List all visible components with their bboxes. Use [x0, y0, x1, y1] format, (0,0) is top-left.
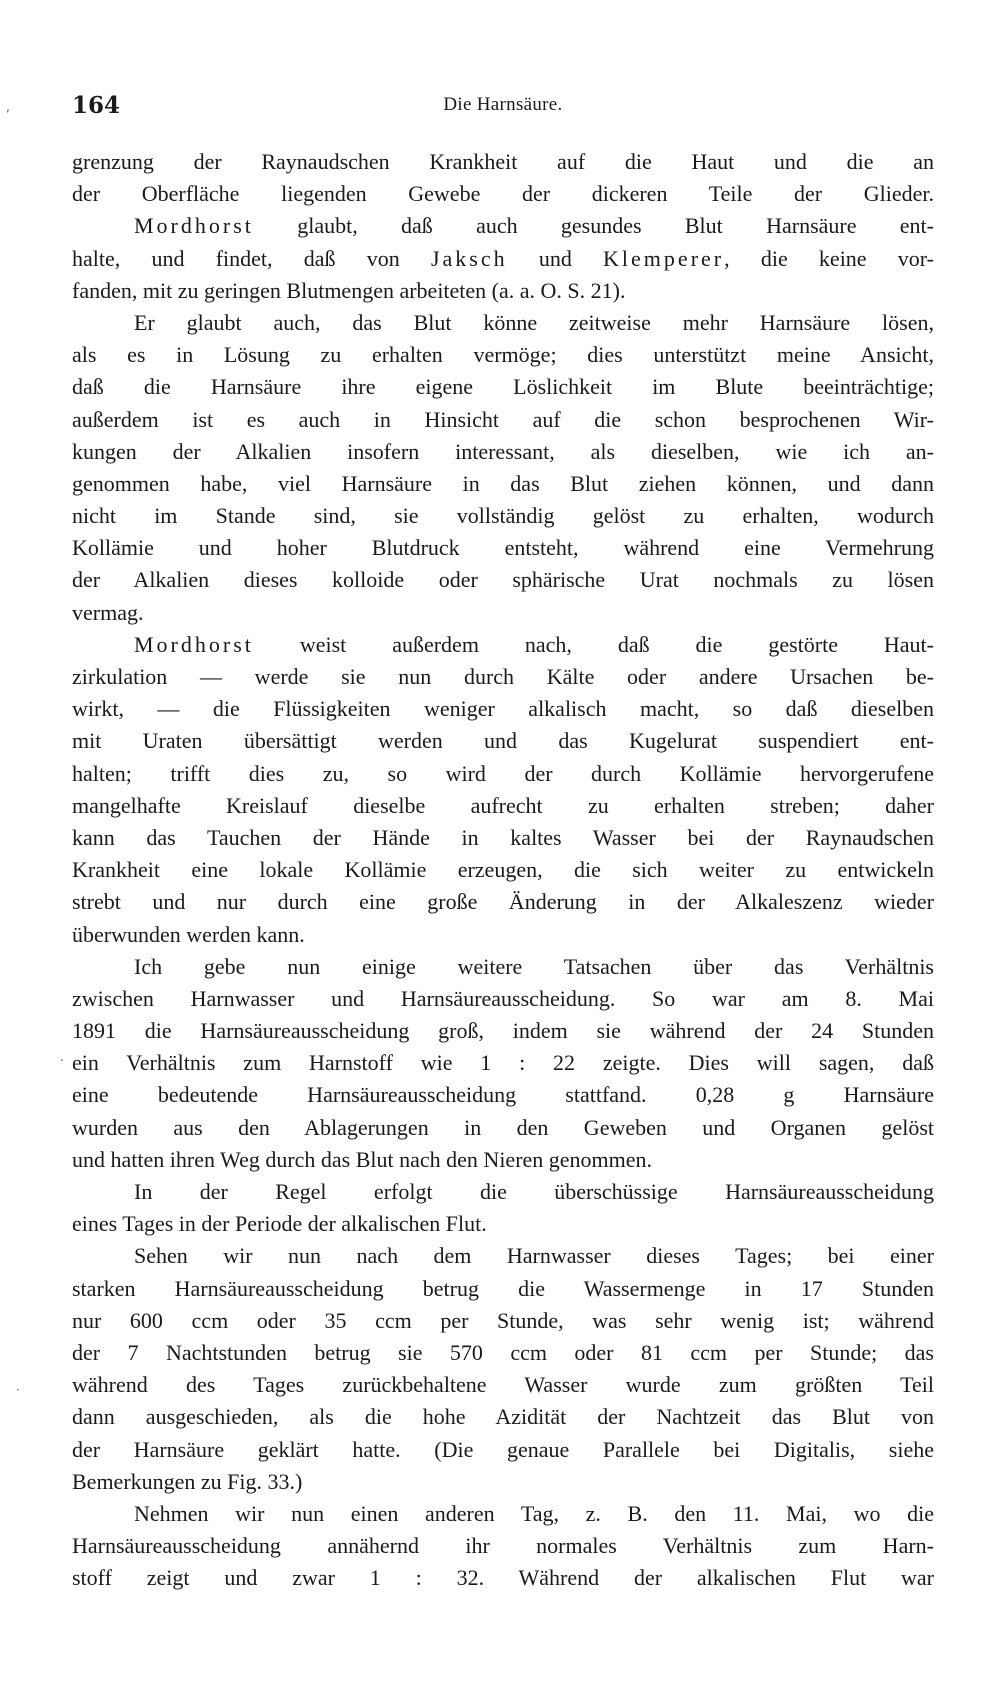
text-line: vermag.: [72, 599, 144, 625]
text-line: dann ausgeschieden, als die hohe Azidität der Nachtzeit das Blut von: [72, 1404, 934, 1430]
page-header: [72, 92, 934, 128]
text-line: Sehen wir nun nach dem Harnwasser dieses Tages; bei einer: [134, 1243, 934, 1269]
text-line: Ich gebe nun einige weitere Tatsachen über das Verhältnis: [134, 953, 934, 979]
text-line: mit Uraten übersättigt werden und das Kugelurat suspendiert ent-: [72, 728, 934, 754]
text-line: daß die Harnsäure ihre eigene Löslichkeit im Blute beeinträchtige;: [72, 374, 934, 400]
text-line: halten; trifft dies zu, so wird der durch Kollämie hervorgerufene: [72, 760, 934, 786]
running-title: Die Harnsäure.: [443, 94, 563, 115]
text-line: Bemerkungen zu Fig. 33.): [72, 1468, 303, 1494]
text-line: als es in Lösung zu erhalten vermöge; dies unterstützt meine Ansicht,: [72, 342, 934, 368]
text-line: wurden aus den Ablagerungen in den Geweben und Organen gelöst: [72, 1114, 934, 1140]
text-line: In der Regel erfolgt die überschüssige Harnsäureausscheidung: [134, 1179, 934, 1204]
text-line: der Alkalien dieses kolloide oder sphärische Urat nochmals zu lösen: [72, 567, 934, 593]
text-line: wirkt, — die Flüssigkeiten weniger alkalisch macht, so daß dieselben: [72, 696, 934, 722]
text-line: ein Verhältnis zum Harnstoff wie 1 : 22 zeigte. Dies will sagen, daß: [72, 1050, 934, 1076]
text-line: eines Tages in der Periode der alkalischen Flut.: [72, 1211, 487, 1237]
text-line: während des Tages zurückbehaltene Wasser wurde zum größten Teil: [72, 1372, 934, 1398]
body-text: [72, 146, 934, 1594]
text-line: kungen der Alkalien insofern interessant, als dieselben, wie ich an-: [72, 438, 934, 464]
text-line: Kollämie und hoher Blutdruck entsteht, während eine Vermehrung: [72, 535, 934, 561]
text-line: Mordhorst glaubt, daß auch gesundes Blut Harnsäure ent-: [134, 213, 934, 239]
text-line: genommen habe, viel Harnsäure in das Blut ziehen können, und dann: [72, 470, 934, 496]
text-line: strebt und nur durch eine große Änderung in der Alkaleszenz wieder: [72, 889, 934, 915]
text-line: überwunden werden kann.: [72, 921, 305, 947]
text-line: halte, und findet, daß von Jaksch und Klemperer, die keine vor-: [72, 245, 934, 271]
page-number: 164: [72, 92, 121, 119]
text-line: kann das Tauchen der Hände in kaltes Wasser bei der Raynaudschen: [72, 824, 934, 850]
text-line: außerdem ist es auch in Hinsicht auf die schon besprochenen Wir-: [72, 406, 934, 432]
text-line: grenzung der Raynaudschen Krankheit auf die Haut und die an: [72, 149, 934, 174]
text-line: eine bedeutende Harnsäureausscheidung stattfand. 0,28 g Harnsäure: [72, 1082, 934, 1108]
scan-speck: .: [60, 1050, 64, 1064]
text-line: Er glaubt auch, das Blut könne zeitweise mehr Harnsäure lösen,: [134, 309, 934, 335]
text-line: Harnsäureausscheidung annähernd ihr normales Verhältnis zum Harn-: [72, 1533, 934, 1559]
text-line: der Harnsäure geklärt hatte. (Die genaue Parallele bei Digitalis, siehe: [72, 1436, 934, 1462]
text-line: 1891 die Harnsäureausscheidung groß, indem sie während der 24 Stunden: [72, 1018, 934, 1044]
text-line: zirkulation — werde sie nun durch Kälte oder andere Ursachen be-: [72, 664, 934, 689]
text-line: starken Harnsäureausscheidung betrug die Wassermenge in 17 Stunden: [72, 1275, 934, 1301]
text-line: fanden, mit zu geringen Blutmengen arbeiteten (a. a. O. S. 21).: [72, 277, 626, 303]
scan-speck: ,: [6, 100, 10, 114]
text-line: nicht im Stande sind, sie vollständig gelöst zu erhalten, wodurch: [72, 503, 934, 529]
text-line: zwischen Harnwasser und Harnsäureausscheidung. So war am 8. Mai: [72, 985, 934, 1011]
text-line: Krankheit eine lokale Kollämie erzeugen, die sich weiter zu entwickeln: [72, 857, 934, 883]
text-line: der 7 Nachtstunden betrug sie 570 ccm oder 81 ccm per Stunde; das: [72, 1339, 934, 1365]
text-line: nur 600 ccm oder 35 ccm per Stunde, was sehr wenig ist; während: [72, 1307, 934, 1333]
text-line: der Oberfläche liegenden Gewebe der dickeren Teile der Glieder.: [72, 181, 934, 207]
text-line: stoff zeigt und zwar 1 : 32. Während der alkalischen Flut war: [72, 1565, 934, 1591]
text-line: und hatten ihren Weg durch das Blut nach den Nieren genommen.: [72, 1146, 653, 1172]
text-line: mangelhafte Kreislauf dieselbe aufrecht zu erhalten streben; daher: [72, 792, 934, 818]
scan-speck: ·: [16, 1383, 20, 1397]
text-line: Mordhorst weist außerdem nach, daß die gestörte Haut-: [134, 631, 934, 657]
text-line: Nehmen wir nun einen anderen Tag, z. B. den 11. Mai, wo die: [134, 1500, 934, 1526]
